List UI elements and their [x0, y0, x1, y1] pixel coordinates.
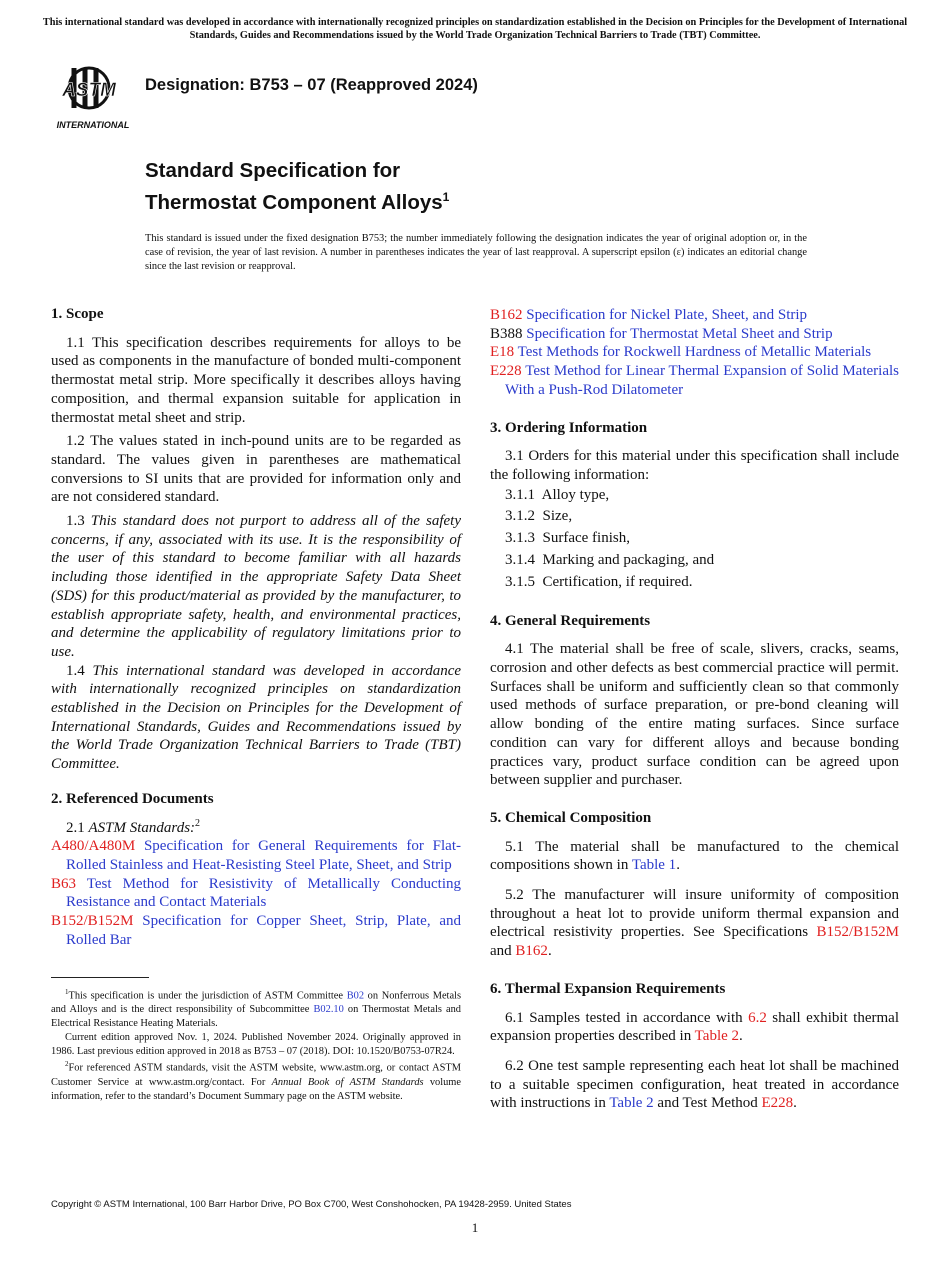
link-e228[interactable]: E228: [761, 1095, 794, 1112]
para-6-2: [490, 1057, 899, 1113]
footnote-1: [51, 986, 461, 1031]
item-3-1-4: 3.1.4 Marking and packaging, and: [505, 552, 715, 569]
footnote-2-ref[interactable]: 2: [195, 817, 201, 829]
footnote-1-text-c: on Thermostat Metals and Electrical Resistance Heating Materials.: [51, 1004, 461, 1030]
ref-e228-code[interactable]: E228: [490, 363, 522, 380]
para-5-2: [490, 886, 899, 961]
ref-e228: [490, 362, 899, 399]
ref-b152-title[interactable]: Specification for Copper Sheet, Strip, Plate, and Rolled Bar: [66, 913, 462, 948]
para-2-1: [51, 815, 461, 838]
link-table-1[interactable]: Table 1: [631, 857, 677, 874]
ref-b388-title[interactable]: Specification for Thermostat Metal Sheet and Strip: [526, 325, 833, 342]
para-5-2-text: 5.2 The manufacturer will insure uniformity of composition throughout a heat lot to provide uniform thermal expansion and electrical resistivity properties. See Specifications: [490, 887, 899, 941]
ref-b388-code: B388: [490, 325, 523, 342]
para-6-2-mid: and Test Method: [653, 1095, 762, 1112]
footnote-1-text-b: on Nonferrous Metals and Alloys and is the direct responsibility of Subcommittee: [51, 990, 461, 1016]
document-title: [145, 158, 449, 216]
footnote-2: [51, 1058, 461, 1103]
footnote-2-text-a: For referenced ASTM standards, visit the ASTM website, www.astm.org, or contact ASTM Customer Service at www.astm.org/contact. For: [51, 1062, 461, 1088]
logo-letters: ASTM: [62, 80, 116, 101]
para-5-2-mid: and: [490, 943, 516, 960]
footnote-1-edition: Current edition approved Nov. 1, 2024. Published November 2024. Originally approved in 1986. Last previous edition approved in 2018 as B753 – 07 (2018). DOI: 10.1520/B0753-07R24.: [51, 1031, 461, 1057]
ref-e18: [490, 343, 899, 362]
para-6-1-text: 6.1 Samples tested in accordance with: [505, 1009, 749, 1026]
link-table-2b[interactable]: Table 2: [609, 1095, 654, 1112]
link-6-2[interactable]: 6.2: [748, 1009, 767, 1026]
para-6-1-end: .: [739, 1028, 743, 1045]
right-column: [490, 306, 899, 1113]
title-line-1: Standard Specification for: [145, 159, 401, 182]
para-1-1: 1.1 This specification describes requirements for alloys to be used as components in the manufacture of bonded multi-component thermostat metal strip. More specifically it describes alloys having composition, and thermal expansion suitable for application in thermostat metal sheet and strip.: [51, 334, 461, 426]
section-3-heading: 3. Ordering Information: [490, 419, 648, 436]
copyright: Copyright © ASTM International, 100 Barr Harbor Drive, PO Box C700, West Conshohocken, PA 19428-2959. United States: [51, 1199, 572, 1210]
para-1-2: 1.2 The values stated in inch-pound units are to be regarded as standard. The values given in parentheses are mathematical conversions to SI units that are provided for information only and are not considered standard.: [51, 433, 461, 506]
ref-b63-title[interactable]: Test Method for Resistivity of Metallically Conducting Resistance and Contact Materials: [66, 875, 461, 911]
designation: Designation: B753 – 07 (Reapproved 2024): [145, 76, 478, 94]
ref-e18-code[interactable]: E18: [490, 344, 515, 361]
footnote-1-num: 1: [65, 988, 69, 996]
section-2-heading: 2. Referenced Documents: [51, 790, 214, 807]
footnote-2-italic: Annual Book of ASTM Standards: [271, 1076, 424, 1088]
ref-b162: [490, 306, 899, 325]
ref-b152-code[interactable]: B152/B152M: [51, 913, 134, 930]
logo-subtext: INTERNATIONAL: [56, 120, 130, 130]
para-2-1-text: ASTM Standards:: [88, 819, 196, 836]
ref-a480: [51, 837, 461, 874]
para-6-1-mid: shall exhibit thermal expansion properties described in: [490, 1009, 899, 1045]
ref-b162-code[interactable]: B162: [490, 307, 523, 323]
link-table-2[interactable]: Table 2: [694, 1028, 740, 1045]
ref-e18-title[interactable]: Test Methods for Rockwell Hardness of Metallic Materials: [517, 344, 872, 361]
para-6-2-text: 6.2 One test sample representing each heat lot shall be machined to a suitable specimen configuration, heat treated in accordance with instructions in: [490, 1057, 899, 1112]
para-6-2-end: .: [793, 1095, 797, 1112]
section-5-heading: 5. Chemical Composition: [490, 809, 652, 826]
left-column: [51, 305, 461, 950]
footnote-rule: [51, 977, 149, 978]
para-3-1: 3.1 Orders for this material under this specification shall include the following information:: [490, 448, 899, 483]
ref-e228-title[interactable]: Test Method for Linear Thermal Expansion of Solid Materials With a Push-Rod Dilatometer: [505, 363, 899, 398]
section-4-heading: 4. General Requirements: [490, 612, 651, 629]
para-1-4-text: This international standard was developed in accordance with internationally recognized principles on standardization established in the Decision on Principles for the Development of International Standards, Guides and Recommendations issued by the World Trade Organization Technical Barriers to Trade (TBT) Committee.: [51, 662, 462, 773]
ref-b63-code[interactable]: B63: [51, 875, 77, 892]
item-3-1-3: 3.1.3 Surface finish,: [505, 530, 630, 547]
link-b152[interactable]: B152/B152M: [816, 924, 899, 941]
astm-logo: [53, 58, 135, 132]
para-4-1: 4.1 The material shall be free of scale, slivers, cracks, seams, corrosion and other defects as best commercial practice will permit. Surfaces shall be uniform and sufficiently clean so that commonly used methods of surface preparation, or pre-bond cleaning will allow bonding of the entire mating surfaces. Since surface condition can vary for different alloys and because bonding practices vary, product surface condition can be agreed upon between supplier and purchaser.: [490, 641, 899, 789]
section-1-heading: 1. Scope: [51, 306, 104, 322]
para-5-2-end: .: [547, 943, 552, 960]
tbt-notice: This international standard was developed in accordance with internationally recognized principles on standardization established in the Decision on Principles for the Development of International Standards, Guides and Recommendations issued by the World Trade Organization Technical Barriers to Trade (TBT) Committee.: [42, 17, 908, 41]
ref-a480-code[interactable]: A480/A480M: [51, 838, 136, 855]
ref-b152: [51, 912, 461, 949]
title-footnote-ref[interactable]: 1: [442, 190, 450, 204]
para-6-1: [490, 1009, 899, 1046]
link-b162[interactable]: B162: [515, 943, 548, 960]
item-3-1-5: 3.1.5 Certification, if required.: [505, 573, 693, 590]
footnotes: [51, 986, 461, 1103]
para-5-1: [490, 838, 899, 875]
section-6-heading: 6. Thermal Expansion Requirements: [490, 980, 726, 997]
para-5-1-text: 5.1 The material shall be manufactured to the chemical compositions shown in: [490, 838, 899, 874]
para-2-1-num: 2.1: [66, 819, 85, 836]
para-1-3-text: This standard does not purport to address all of the safety concerns, if any, associated with its use. It is the responsibility of the user of this standard to become familiar with all hazards including those identified in the appropriate Safety Data Sheet (SDS) for this product/material as provided by the manufacturer, to establish appropriate safety, health, and environmental practices, and determine the applicability of regulatory limitations prior to use.: [51, 513, 461, 660]
footnote-1-link-b02[interactable]: B02: [346, 990, 365, 1002]
footnote-2-num: 2: [65, 1060, 69, 1069]
issuance-statement: This standard is issued under the fixed designation B753; the number immediately following the designation indicates the year of original adoption or, in the case of revision, the year of last revision. A number in parentheses indicates the year of last reapproval. A superscript epsilon (ε) indicates an editorial change since the last revision or reapproval.: [145, 233, 807, 272]
title-line-2-text: Thermostat Component Alloys: [145, 190, 443, 214]
para-1-4-num: 1.4: [66, 662, 85, 679]
para-1-4: [51, 662, 461, 774]
para-5-1-end: .: [676, 857, 680, 874]
item-3-1-1: 3.1.1 Alloy type,: [505, 486, 610, 503]
ref-b388: [490, 325, 899, 344]
ref-a480-title[interactable]: Specification for General Requirements for Flat-Rolled Stainless and Heat-Resisting Steel Plate, Sheet, and Strip: [66, 838, 461, 873]
para-1-3-num: 1.3: [66, 513, 85, 530]
page-number: 1: [471, 1220, 479, 1235]
footnote-1-text-a: This specification is under the jurisdiction of ASTM Committee: [68, 990, 347, 1002]
ref-b63: [51, 875, 461, 912]
footnote-2-text-b: volume information, refer to the standard’s Document Summary page on the ASTM website.: [51, 1076, 461, 1102]
footnote-1-link-b0210[interactable]: B02.10: [313, 1004, 344, 1016]
para-1-3: [51, 512, 461, 662]
ref-b162-title[interactable]: Specification for Nickel Plate, Sheet, and Strip: [526, 307, 808, 323]
title-line-2: [145, 184, 449, 216]
item-3-1-2: 3.1.2 Size,: [505, 508, 573, 525]
